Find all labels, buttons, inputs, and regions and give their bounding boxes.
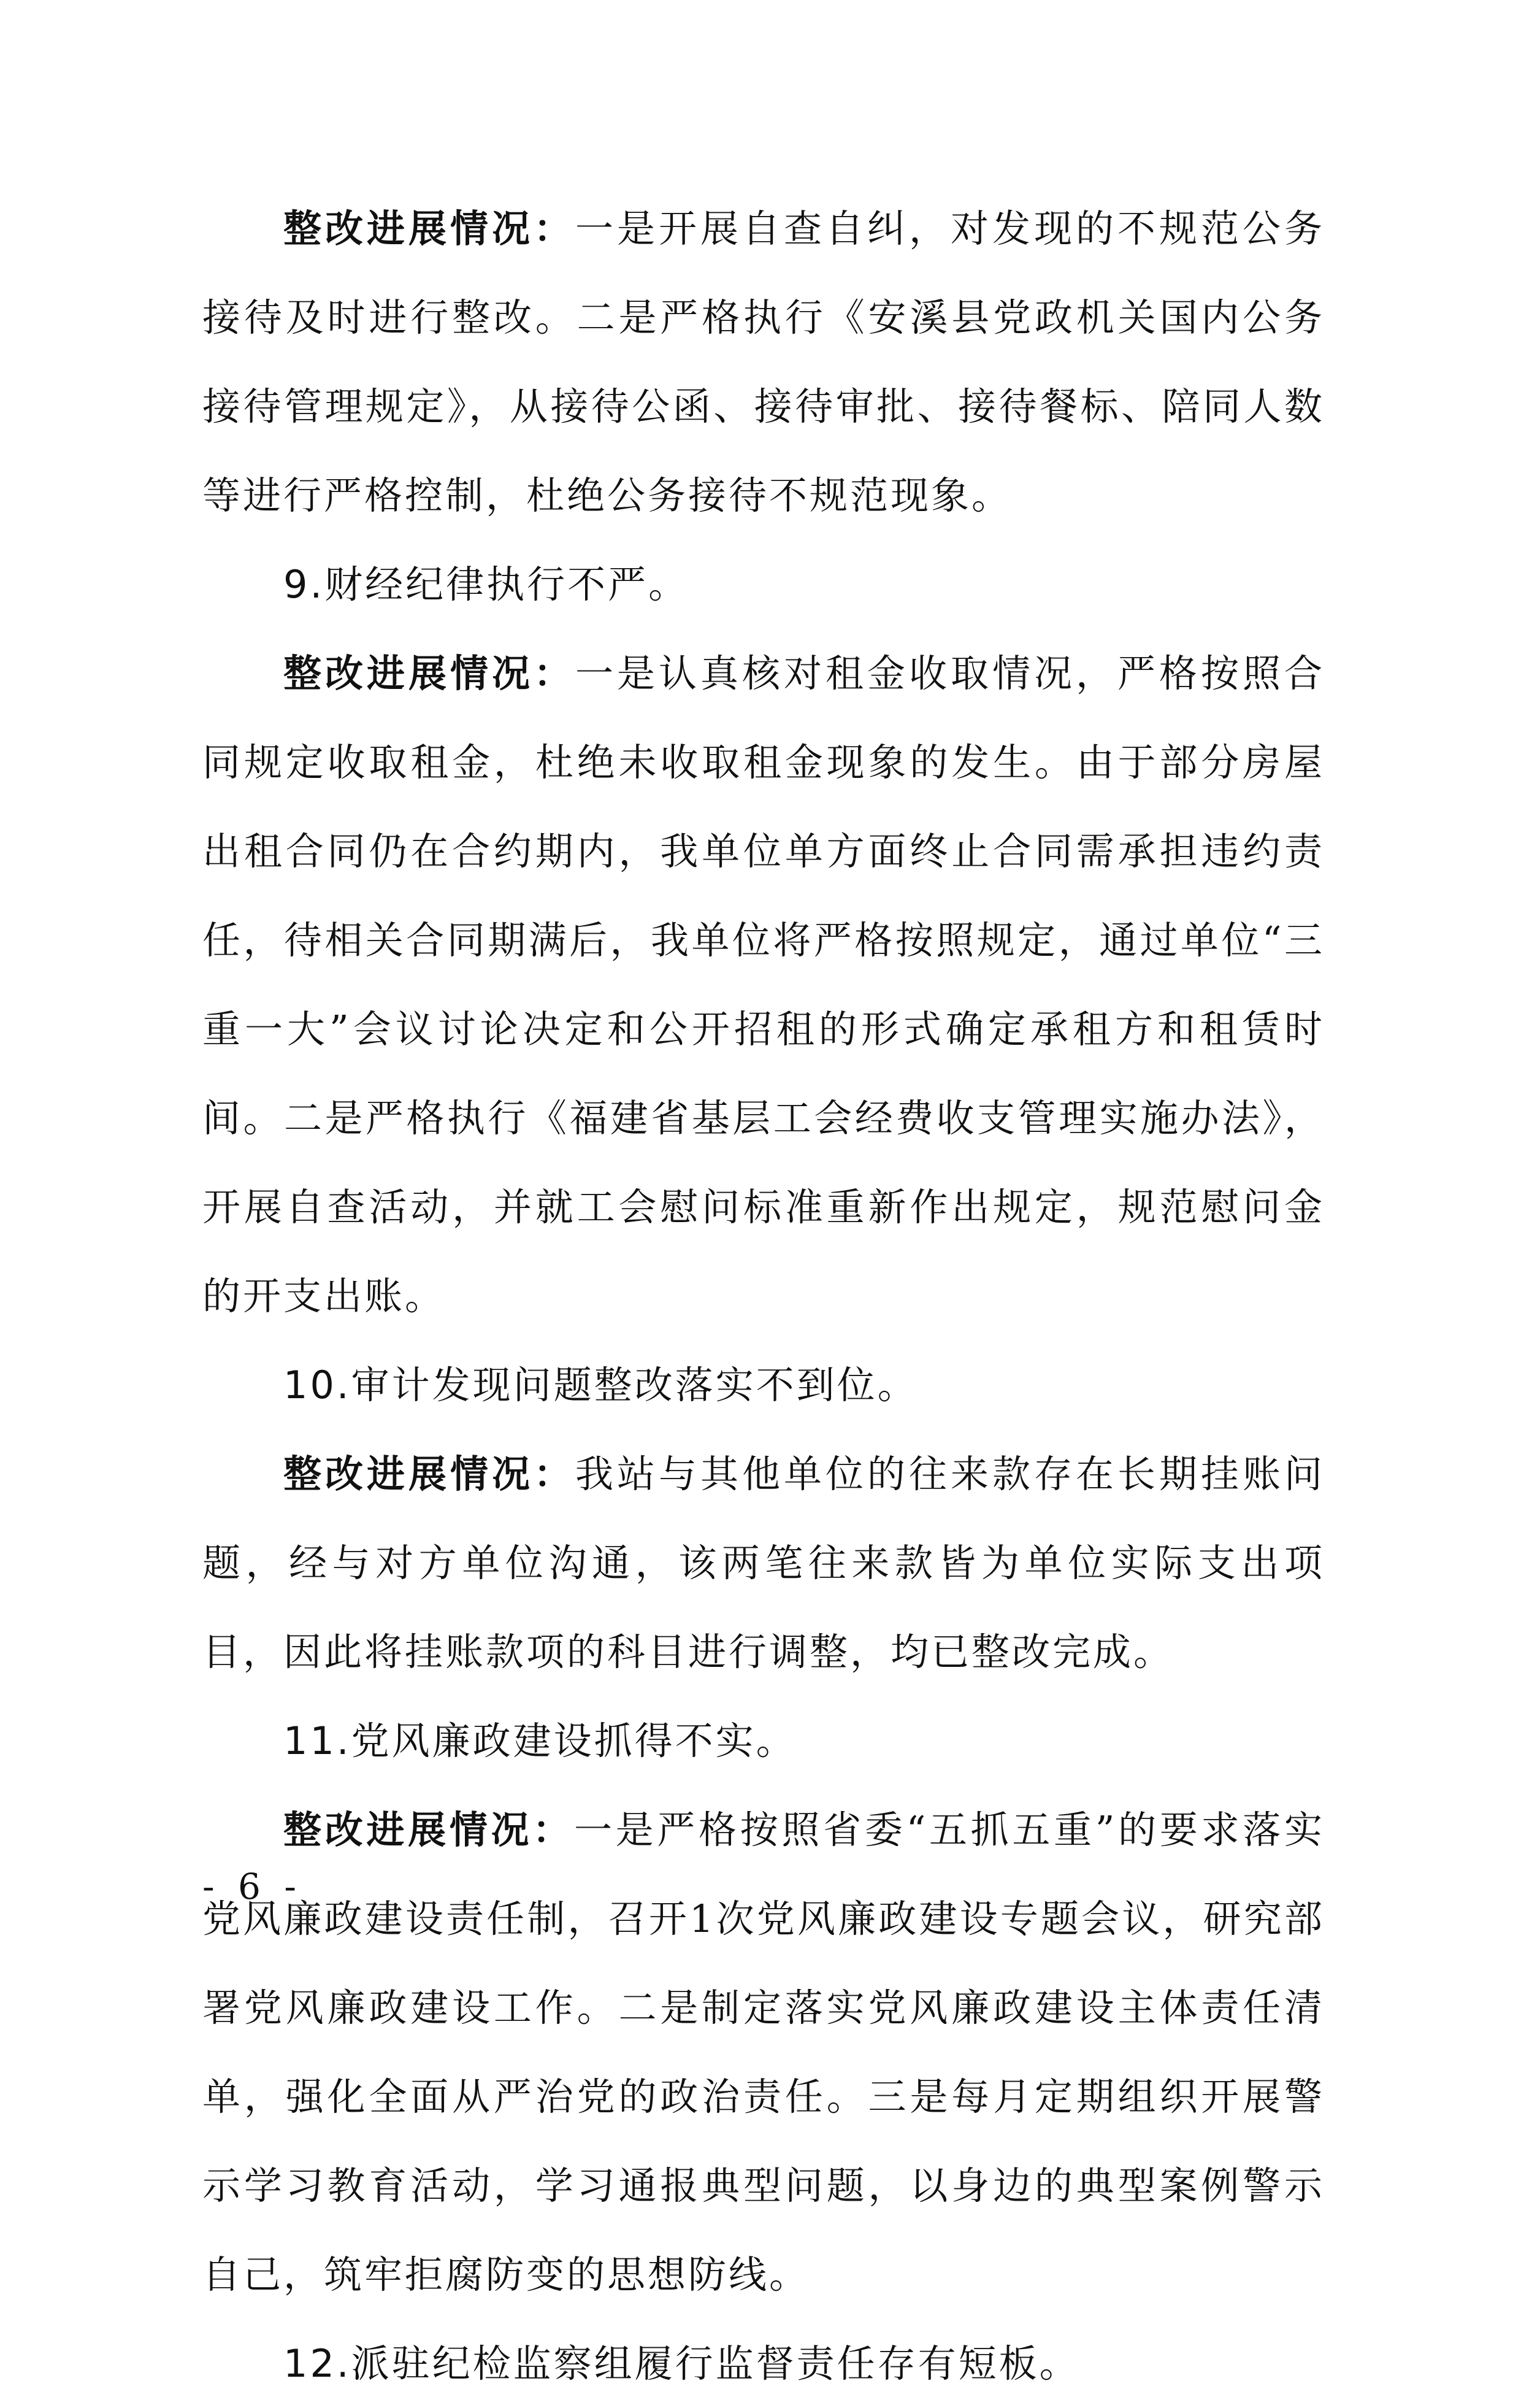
progress-paragraph-4 — [202, 1785, 1325, 2319]
progress-text: 我站与其他单位的往来款存在长期挂账问题，经与对方单位沟通，该两笔往来款皆为单位实际支出项目，因此将挂账款项的科目进行调整，均已整改完成。 — [202, 1452, 1325, 1674]
issue-heading-9: 9.财经纪律执行不严。 — [283, 562, 689, 607]
progress-paragraph-3 — [202, 1429, 1325, 1696]
progress-text: 一是认真核对租金收取情况，严格按照合同规定收取租金，杜绝未收取租金现象的发生。由于部分房屋出租合同仍在合约期内，我单位单方面终止合同需承担违约责任，待相关合同期满后，我单位将严格按照规定，通过单位“三重一大”会议讨论决定和公开招租的形式确定承租方和租赁时间。二是严格执行《福建省基层工会经费收支管理实施办法》，开展自查活动，并就工会慰问标准重新作出规定，规范慰问金的开支出账。 — [202, 651, 1325, 1318]
progress-paragraph-1 — [202, 184, 1325, 540]
progress-paragraph-2 — [202, 629, 1325, 1341]
page-number: - 6 - — [202, 1866, 302, 1907]
progress-text: 一是开展自查自纠，对发现的不规范公务接待及时进行整改。二是严格执行《安溪县党政机关国内公务接待管理规定》，从接待公函、接待审批、接待餐标、陪同人数等进行严格控制，杜绝公务接待不规范现象。 — [202, 206, 1325, 518]
progress-label: 整改进展情况： — [283, 1452, 575, 1496]
issue-heading-12: 12.派驻纪检监察组履行监督责任存有短板。 — [283, 2341, 1080, 2386]
progress-label: 整改进展情况： — [283, 206, 575, 251]
body-text — [202, 184, 1325, 2408]
issue-heading-10: 10.审计发现问题整改落实不到位。 — [283, 1363, 918, 1407]
progress-text: 一是严格按照省委“五抓五重”的要求落实党风廉政建设责任制，召开1次党风廉政建设专题会议，研究部署党风廉政建设工作。二是制定落实党风廉政建设主体责任清单，强化全面从严治党的政治责任。三是每月定期组织开展警示学习教育活动，学习通报典型问题，以身边的典型案例警示自己，筑牢拒腐防变的思想防线。 — [202, 1807, 1325, 2297]
progress-label: 整改进展情况： — [283, 1807, 574, 1852]
issue-heading-11: 11.党风廉政建设抓得不实。 — [283, 1718, 797, 1763]
progress-label: 整改进展情况： — [283, 651, 575, 696]
